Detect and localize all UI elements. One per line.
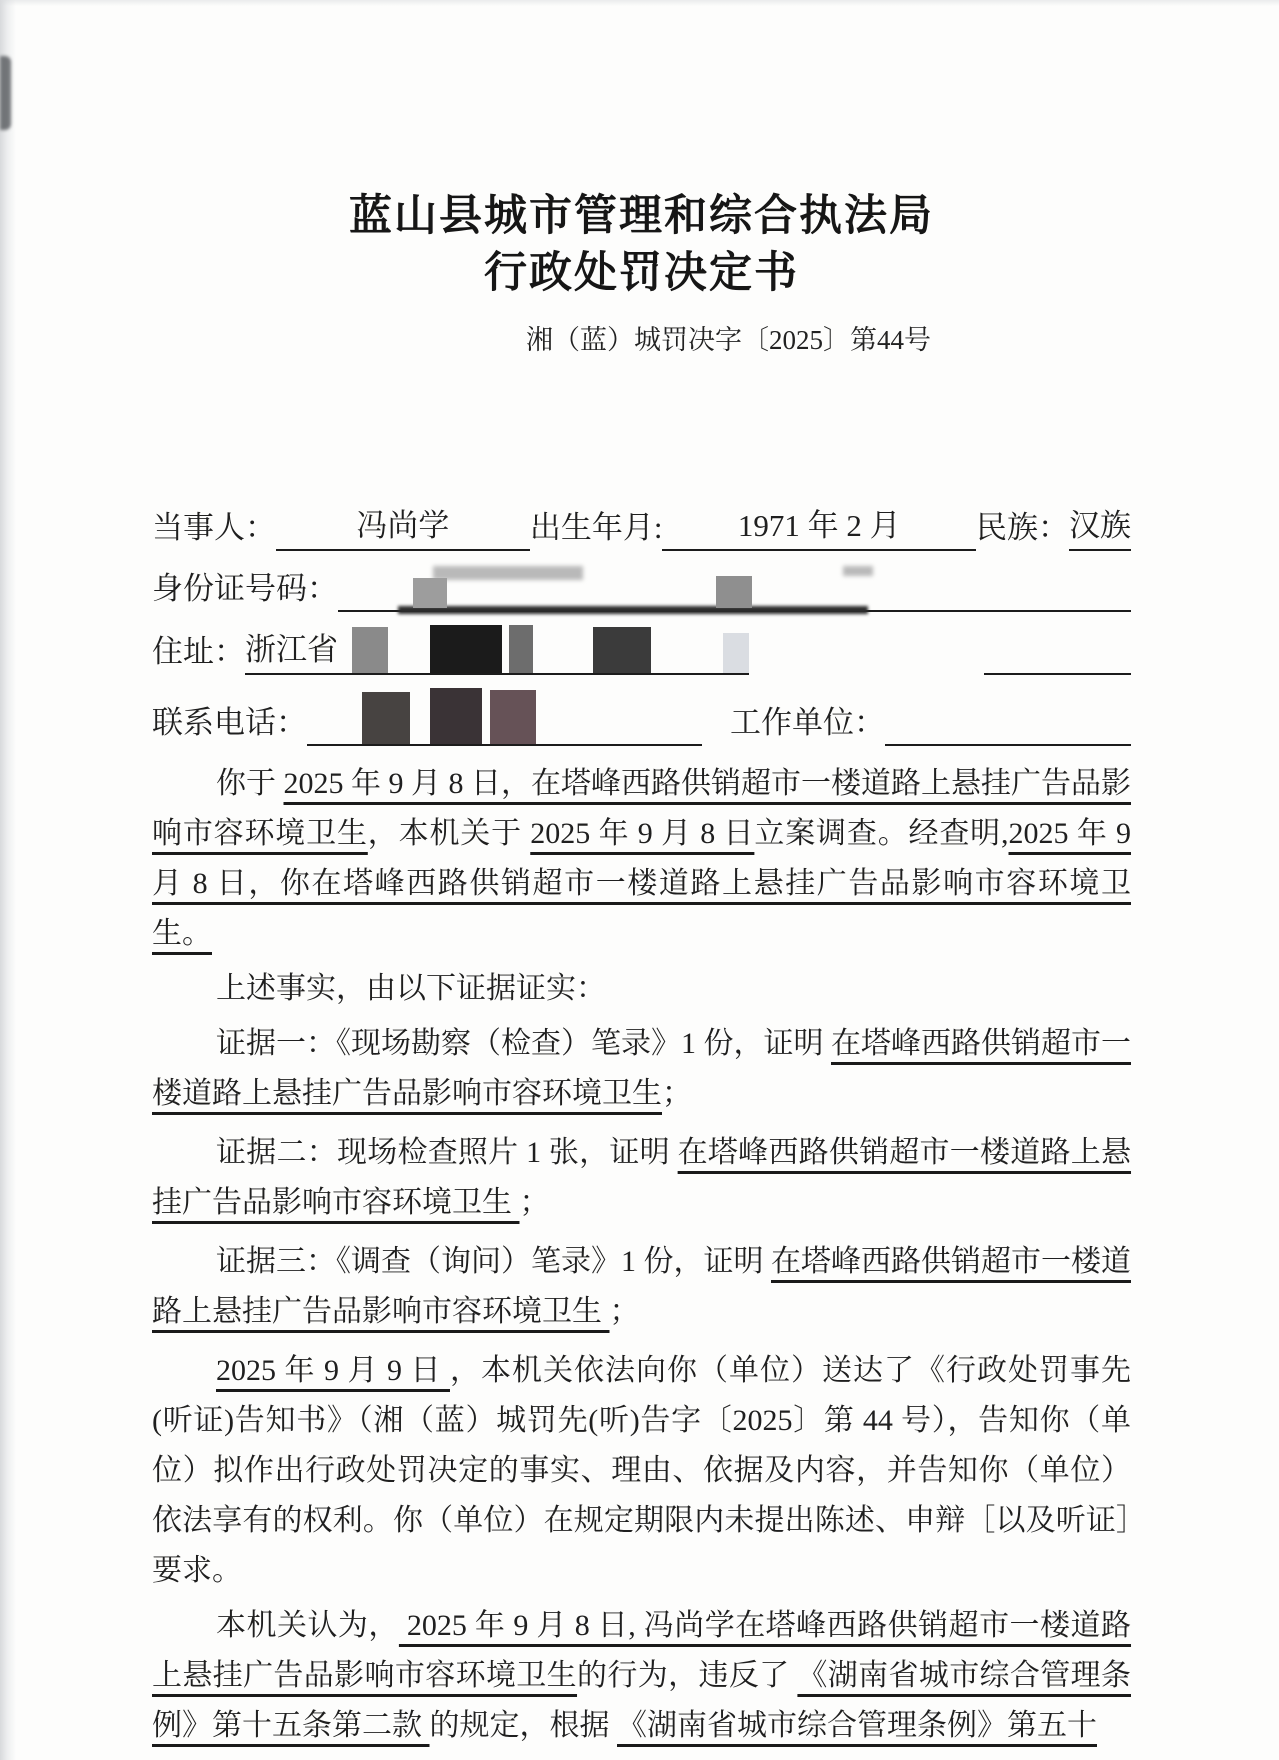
document-title-type: 行政处罚决定书 [484,248,799,297]
document-number: 湘（蓝）城罚决字〔2025〕第44号 [526,324,931,355]
printed-text: 的行为，违反了 [577,1658,798,1692]
printed-text: ； [609,1294,640,1328]
redaction-block [509,625,533,673]
phone-label: 联系电话： [152,704,307,740]
filled-in-text: 在塔峰西路供销超市一楼道路上悬挂广告品影响市容环境卫生 [152,1244,1131,1328]
printed-text: 立案调查。经查明, [754,816,1009,850]
filled-in-text: 在塔峰西路供销超市一楼道路上悬挂广告品影响市容环境卫生 [152,1026,1131,1110]
phone-row [152,688,1131,746]
filled-in-text: 《湖南省城市综合管理条例》第五十 [617,1708,1097,1742]
address-row [152,625,1131,675]
party-label: 当事人： [152,509,276,545]
phone-field [307,688,702,746]
filled-in-text: 2025 年 9 月 8 日，你在塔峰西路供销超市一楼道路上悬挂广告品影响市容环境卫生。 [152,816,1131,950]
party-name-field [276,503,530,551]
paragraph-evidence-1 [152,1019,1131,1119]
redaction-smudge [843,566,873,576]
document-body [152,759,1131,1751]
party-info-form [152,503,1131,746]
address-field [245,625,749,675]
paragraph-evidence-3 [152,1237,1131,1337]
filled-in-text: 2025 年 9 月 9 日 [216,1353,450,1387]
ethnicity-field [1069,503,1131,551]
address-extra-field [984,673,1131,675]
id-number-row [152,564,1131,612]
party-name-value: 冯尚学 [356,507,450,543]
document-title-authority: 蓝山县城市管理和综合执法局 [349,192,934,240]
paragraph-prior-notice [152,1346,1131,1596]
printed-text: ，本机关依法向你（单位）送达了《行政处罚事先(听证)告知书》（湘（蓝）城罚先(听)告字〔2025〕第 44 号），告知你（单位）拟作出行政处罚决定的事实、理由、依据及内容，并告知你（单位）依法享有的权利。你（单位）在规定期限内未提出陈述、申辩［以及听证］要求。 [152,1353,1131,1587]
redaction-block [352,627,388,673]
paragraph-violation-facts [152,759,1131,959]
printed-text: 证据二：现场检查照片 1 张，证明 [216,1135,678,1169]
printed-text: ，本机关于 [367,816,531,850]
redaction-blur [398,606,868,614]
printed-text: 的规定，根据 [429,1708,617,1742]
id-number-label: 身份证号码： [152,570,338,606]
printed-text: 证据三：《调查（询问）笔录》1 份，证明 [216,1244,771,1278]
redaction-block [723,633,749,673]
address-value: 浙江省 [245,631,338,667]
redaction-smudge [433,566,583,580]
scan-top-edge-shadow [0,0,1279,6]
redaction-block [716,576,752,608]
paragraph-determination [152,1601,1131,1751]
address-label: 住址： [152,633,245,669]
printed-text: ； [662,1076,692,1110]
printed-text: 本机关认为， [216,1608,399,1642]
redaction-block [413,578,447,608]
filled-in-text: 2025 年 9 月 8 日，在塔峰西路供销超市一楼道路上悬挂广告品影响市容环境卫生 [152,766,1131,850]
id-number-field [338,564,1131,612]
birth-date-value: 1971 年 2 月 [737,507,901,543]
ethnicity-value: 汉族 [1069,507,1131,543]
ethnicity-label: 民族： [976,509,1069,545]
birth-date-field [662,503,976,551]
redaction-block [593,627,651,673]
printed-text: 上述事实，由以下证据证实： [216,971,606,1005]
redaction-block [430,688,482,744]
filled-in-text: 在塔峰西路供销超市一楼道路上悬挂广告品影响市容环境卫生 [152,1135,1132,1219]
redaction-block [362,692,410,744]
paragraph-evidence-2 [152,1128,1131,1228]
birth-date-label: 出生年月: [529,509,663,545]
filled-in-text: 《湖南省城市综合管理条例》第十五条第二款 [152,1658,1131,1742]
filled-in-text: 2025 年 9 月 8 日, 冯尚学在塔峰西路供销超市一楼道路上悬挂广告品影响市容环境卫生 [152,1608,1132,1692]
redaction-block [430,625,502,673]
redaction-block [490,690,536,744]
work-unit-label: 工作单位： [730,704,885,740]
filled-in-text: 2025 年 9 月 8 日 [530,816,755,850]
printed-text: 你于 [216,766,284,800]
party-row [152,503,1131,551]
printed-text: 证据一：《现场勘察（检查）笔录》1 份，证明 [216,1026,831,1060]
paragraph-evidence-intro [152,964,1131,1014]
work-unit-field [885,744,1131,746]
scan-edge-artifact [0,56,11,130]
printed-text: ； [519,1185,550,1219]
